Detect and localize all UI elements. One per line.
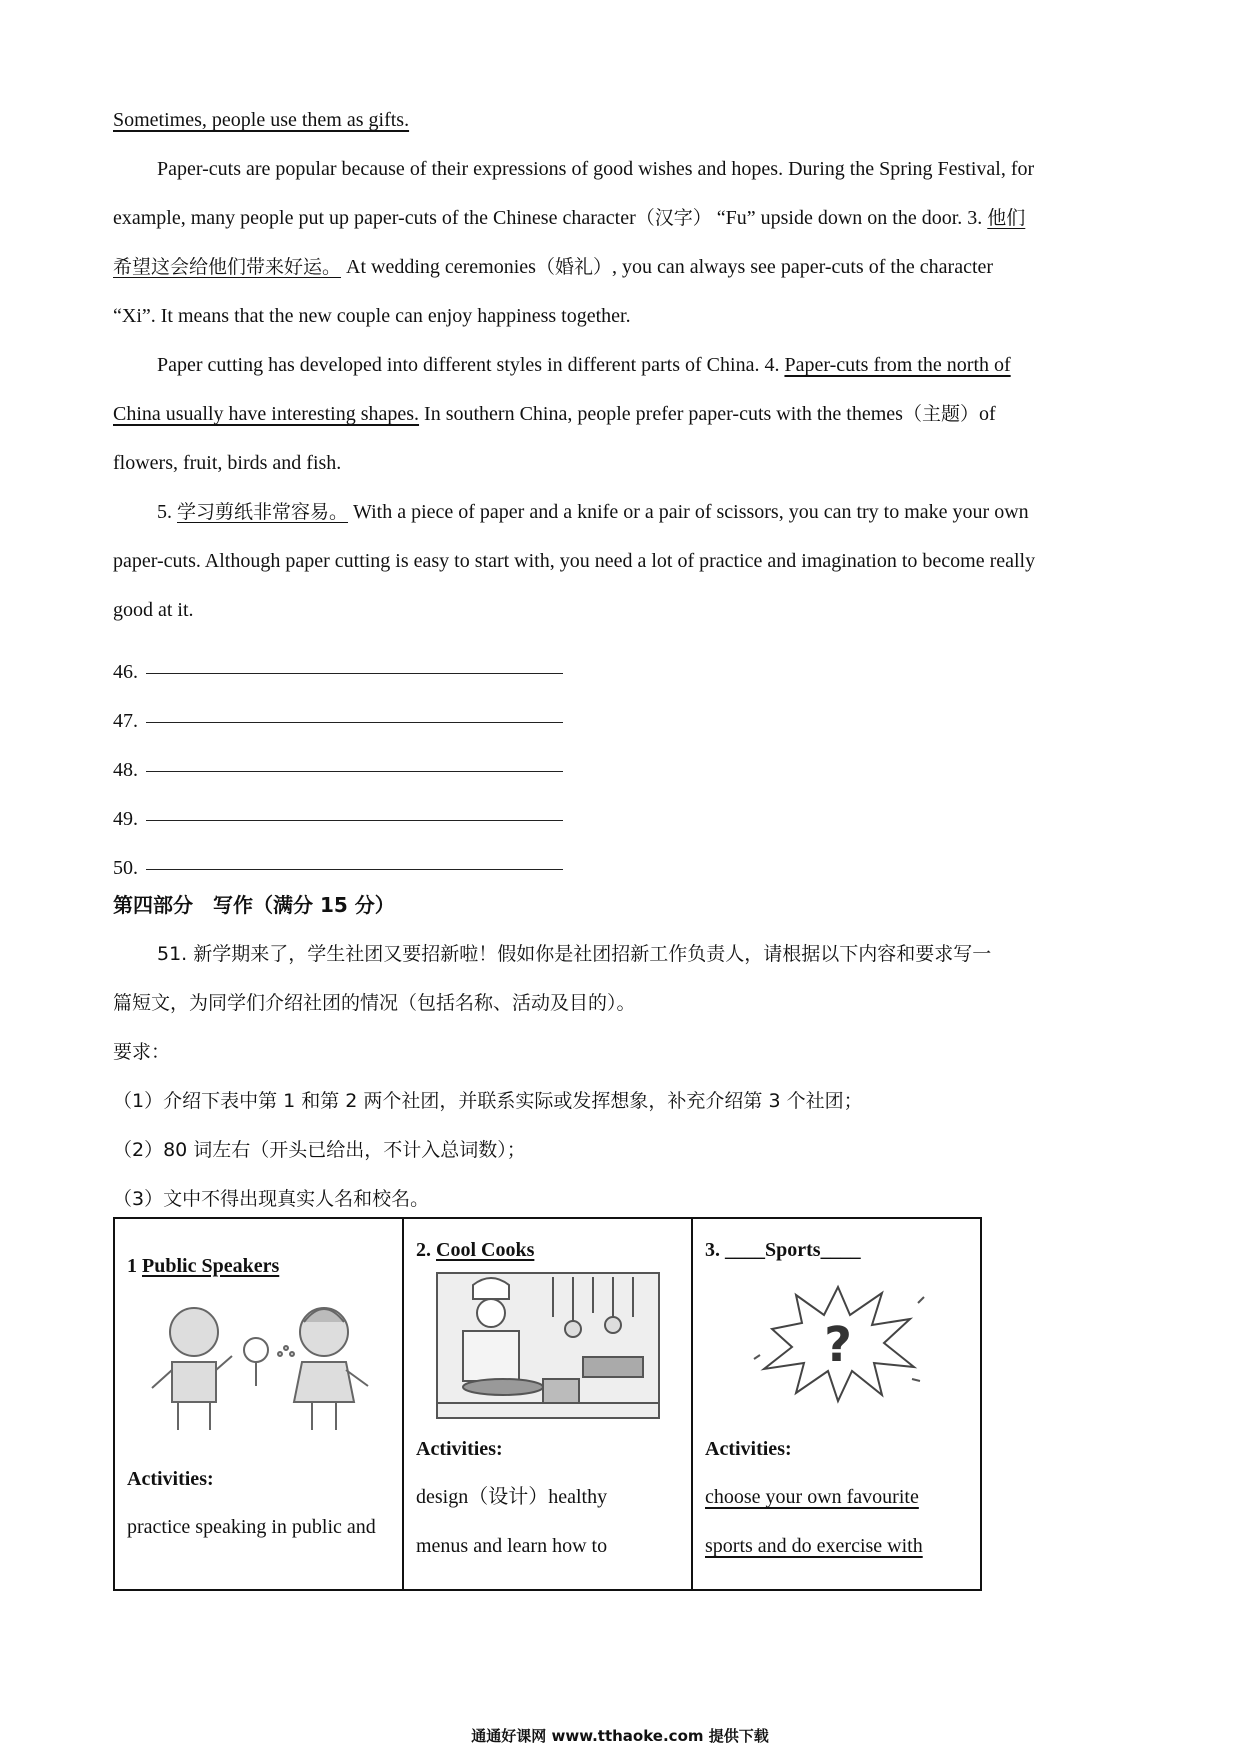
- underlined-sentence: Paper-cuts from the north of: [784, 354, 1011, 376]
- answer-blank[interactable]: [146, 643, 563, 674]
- passage-line: [113, 390, 1133, 439]
- answer-line[interactable]: [113, 782, 1133, 831]
- activity-line: practice speaking in public and: [127, 1516, 376, 1538]
- page-footer: 通通好课网 www.tthaoke.com 提供下载: [471, 1727, 769, 1745]
- passage-line: paper-cuts. Although paper cutting is easy to start with, you need a lot of practice and imagination to become really: [113, 550, 1036, 572]
- answer-number: 49.: [113, 808, 138, 830]
- passage-line: [113, 488, 1133, 537]
- activity-line: menus and learn how to: [416, 1535, 608, 1557]
- requirement-item: （3）文中不得出现真实人名和校名。: [113, 1188, 430, 1210]
- requirement-item: （2）80 词左右（开头已给出，不计入总词数）；: [113, 1139, 526, 1161]
- text: With a piece of paper and a knife or a pair of scissors, you can try to make your own: [348, 501, 1029, 523]
- underlined-sentence: Sometimes, people use them as gifts.: [113, 109, 410, 131]
- passage-line: [113, 341, 1133, 390]
- answer-number: 47.: [113, 710, 138, 732]
- answer-blank[interactable]: [146, 790, 563, 821]
- writing-prompt: 篇短文，为同学们介绍社团的情况（包括名称、活动及目的）。: [113, 992, 636, 1014]
- text: Paper cutting has developed into different styles in different parts of China. 4.: [157, 354, 785, 376]
- underlined-sentence: 他们: [987, 207, 1026, 229]
- answer-line[interactable]: [113, 684, 1133, 733]
- club-title: [416, 1237, 679, 1263]
- answer-blank[interactable]: [146, 692, 563, 723]
- passage-line: good at it.: [113, 599, 194, 621]
- answer-line[interactable]: [113, 635, 1133, 684]
- passage-line: flowers, fruit, birds and fish.: [113, 452, 342, 474]
- passage-line: [113, 243, 1133, 292]
- answer-line[interactable]: [113, 733, 1133, 782]
- text: In southern China, people prefer paper-cuts with the themes: [419, 403, 903, 425]
- clubs-table: [113, 1217, 982, 1591]
- writing-prompt: 51. 新学期来了，学生社团又要招新啦！假如你是社团招新工作负责人，请根据以下内容和要求写一: [157, 943, 992, 965]
- activities-label: Activities:: [127, 1468, 214, 1490]
- club-title: [705, 1237, 968, 1263]
- requirements-label: 要求：: [113, 1041, 171, 1063]
- club-name: ____Sports____: [725, 1239, 861, 1261]
- answer-number: 50.: [113, 857, 138, 879]
- underlined-sentence: China usually have interesting shapes.: [113, 403, 420, 425]
- public-speakers-illustration: [127, 1279, 390, 1455]
- club-cell-cool-cooks: [403, 1218, 692, 1590]
- answer-blank[interactable]: [146, 741, 563, 772]
- passage-line: [113, 194, 1133, 243]
- text: , you can always see paper-cuts of the character: [611, 256, 994, 278]
- requirement-item: （1）介绍下表中第 1 和第 2 两个社团，并联系实际或发挥想象，补充介绍第 3 个社团；: [113, 1090, 863, 1112]
- activity-line: sports and do exercise with: [705, 1535, 923, 1557]
- passage-line: [113, 96, 1133, 145]
- answer-blank[interactable]: [146, 839, 563, 870]
- text: At wedding ceremonies: [341, 256, 536, 278]
- club-cell-sports: [692, 1218, 981, 1590]
- club-name: Public Speakers: [142, 1255, 280, 1277]
- question-burst-icon: [705, 1263, 968, 1425]
- answer-line[interactable]: [113, 831, 1133, 880]
- club-name: Cool Cooks: [436, 1239, 535, 1261]
- underlined-sentence: 希望这会给他们带来好运。: [113, 256, 342, 278]
- answer-number: 48.: [113, 759, 138, 781]
- club-title: [127, 1253, 390, 1279]
- chinese-gloss: （婚礼）: [535, 256, 612, 278]
- document-page: [113, 96, 1133, 1224]
- club-number: 2.: [416, 1239, 436, 1261]
- text: 5.: [157, 501, 177, 523]
- chinese-gloss: （主题）: [902, 403, 979, 425]
- svg-text:?: ?: [823, 1317, 852, 1373]
- activities-label: Activities:: [705, 1438, 792, 1460]
- passage-line: Paper-cuts are popular because of their expressions of good wishes and hopes. During the Spring Festival, for: [157, 158, 1035, 180]
- club-number: 1: [127, 1255, 142, 1277]
- text: of: [978, 403, 996, 425]
- club-number: 3.: [705, 1239, 725, 1261]
- cool-cooks-illustration: [416, 1263, 679, 1425]
- activities-label: Activities:: [416, 1438, 503, 1460]
- activity-line: choose your own favourite: [705, 1486, 919, 1508]
- club-cell-public-speakers: [114, 1218, 403, 1590]
- chinese-gloss: （汉字）: [635, 207, 712, 229]
- passage-line: “Xi”. It means that the new couple can enjoy happiness together.: [113, 305, 631, 327]
- text: example, many people put up paper-cuts of the Chinese character: [113, 207, 636, 229]
- section-title: 第四部分 写作（满分 15 分）: [113, 893, 395, 917]
- underlined-sentence: 学习剪纸非常容易。: [177, 501, 349, 523]
- activity-line: design（设计）healthy: [416, 1486, 608, 1508]
- text: “Fu” upside down on the door. 3.: [711, 207, 988, 229]
- answer-number: 46.: [113, 661, 138, 683]
